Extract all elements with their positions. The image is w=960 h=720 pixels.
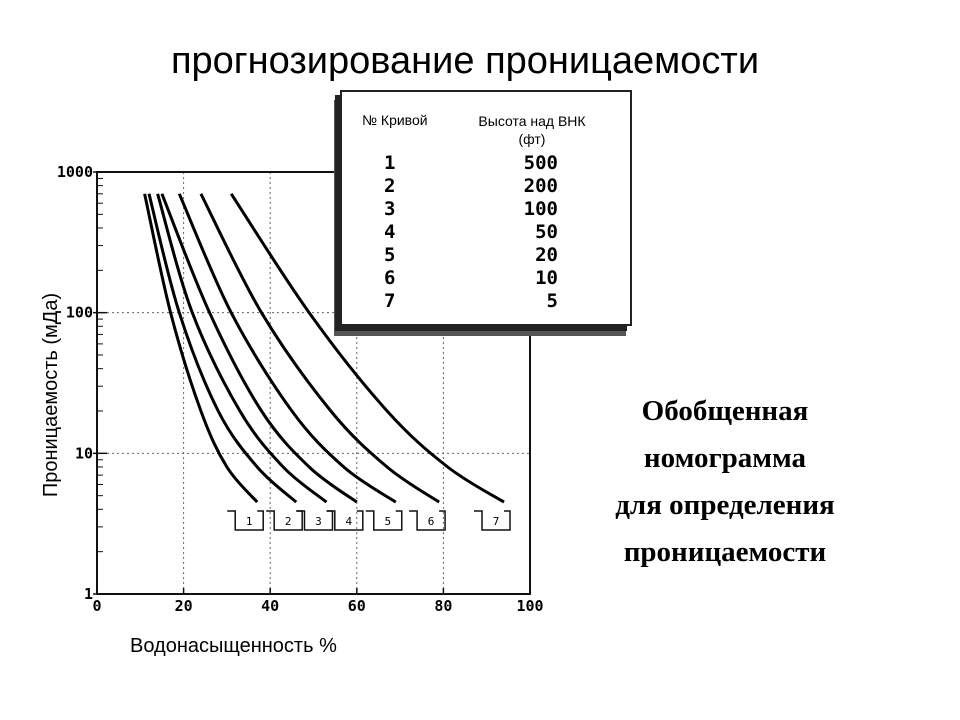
legend-row <box>342 221 630 244</box>
curve-label: 1 <box>245 515 253 528</box>
legend-row <box>342 267 630 290</box>
legend-table <box>340 90 632 326</box>
legend-row <box>342 290 630 313</box>
legend-height-value: 200 <box>523 175 558 197</box>
curve-label: 2 <box>284 515 292 528</box>
x-tick-label: 100 <box>516 597 544 615</box>
caption-line: проницаемости <box>623 536 827 568</box>
legend-curve-number: 4 <box>384 221 396 243</box>
legend-row <box>342 152 630 175</box>
legend-height-value: 20 <box>535 244 558 266</box>
legend-row <box>342 244 630 267</box>
legend-curve-number: 7 <box>384 290 396 312</box>
y-tick-label: 100 <box>65 303 93 322</box>
legend-row <box>342 198 630 221</box>
legend-header-height: Высота над ВНК (фт) <box>478 113 586 147</box>
x-tick-label: 20 <box>174 597 193 615</box>
x-axis-label: Водонасыщенность % <box>130 635 337 657</box>
legend-curve-number: 2 <box>384 175 396 197</box>
y-tick-label: 10 <box>74 444 93 463</box>
caption-line: для определения <box>615 489 835 521</box>
y-axis-label: Проницаемость (мДа) <box>40 292 62 498</box>
legend-curve-number: 1 <box>384 152 396 174</box>
curve-label: 6 <box>427 515 435 528</box>
legend-height-value: 5 <box>546 290 558 312</box>
legend-height-value: 500 <box>523 152 558 174</box>
caption-line: Обобщенная <box>641 395 809 427</box>
x-tick-label: 40 <box>261 597 280 615</box>
legend-height-value: 100 <box>523 198 558 220</box>
legend-header-curve: № Кривой <box>362 112 428 128</box>
curve-labels <box>227 511 510 530</box>
legend-height-value: 10 <box>535 267 558 289</box>
curve-label: 7 <box>492 515 500 528</box>
legend-curve-number: 6 <box>384 267 396 289</box>
x-tick-label: 80 <box>434 597 453 615</box>
x-tick-label: 60 <box>347 597 366 615</box>
legend-height-value: 50 <box>535 221 558 243</box>
legend-curve-number: 5 <box>384 244 396 266</box>
caption <box>575 388 875 576</box>
curve-label: 3 <box>315 515 322 528</box>
curve-label: 4 <box>345 515 353 528</box>
y-tick-label: 1 <box>83 585 93 603</box>
legend-row <box>342 175 630 198</box>
slide-title: прогнозирование проницаемости <box>170 40 760 82</box>
y-tick-label: 1000 <box>56 163 93 181</box>
curve-3 <box>158 194 327 502</box>
caption-line: номограмма <box>643 442 807 474</box>
x-tick-label: 0 <box>92 597 102 615</box>
legend-curve-number: 3 <box>384 198 396 220</box>
curve-label: 5 <box>384 515 392 528</box>
